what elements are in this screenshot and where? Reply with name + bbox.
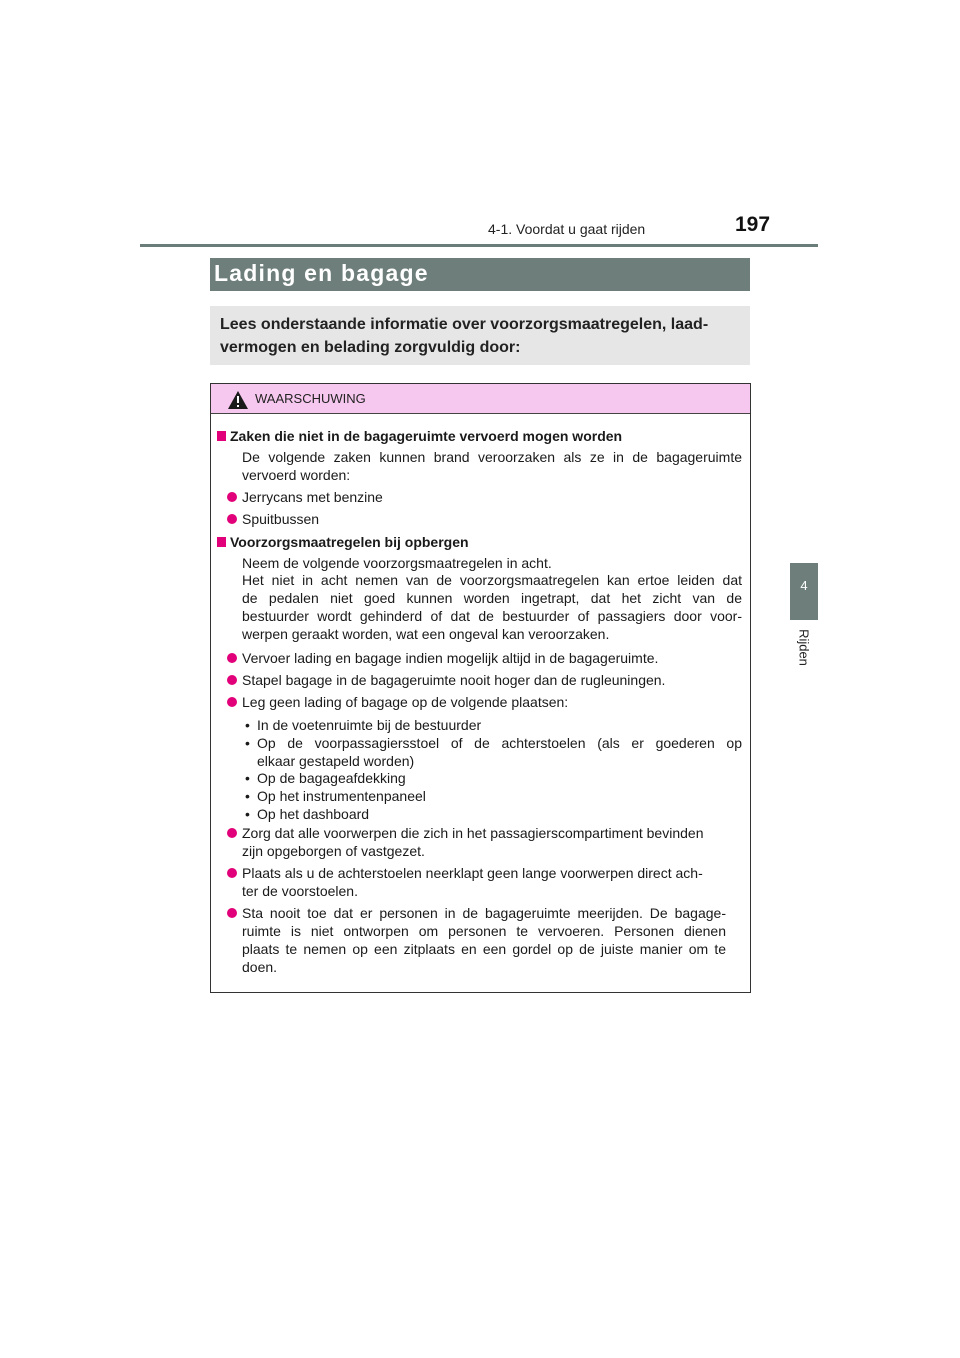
section-square-icon (217, 537, 226, 547)
chapter-tab: 4 (790, 563, 818, 620)
bullet-dot-icon (227, 675, 237, 685)
section1-text-line-2: vervoerd worden: (242, 467, 351, 483)
section2-bullet-4-line-1: Zorg dat alle voorwerpen die zich in het passagierscompartiment bevinden (242, 825, 704, 841)
section2-bullet-4-line-2: zijn opgeborgen of vastgezet. (242, 843, 425, 859)
section1-heading: Zaken die niet in de bagageruimte vervoerd mogen worden (230, 428, 623, 444)
warning-triangle-icon (228, 391, 248, 409)
intro-box (210, 306, 750, 365)
place-item-2-cont: elkaar gestapeld worden) (257, 753, 415, 769)
section2-bullet-6-line-3: plaats te nemen op een zitplaats en een gordel op de juiste manier om te (242, 941, 726, 957)
section2-bullet-1: Vervoer lading en bagage indien mogelijk altijd in de bagageruimte. (242, 650, 659, 666)
warning-box (210, 383, 751, 993)
section2-text-line-2: Het niet in acht nemen van de voorzorgsmaatregelen kan ertoe leiden dat (242, 572, 742, 588)
section-square-icon (217, 431, 226, 441)
section2-bullet-2: Stapel bagage in de bagageruimte nooit hoger dan de rugleuningen. (242, 672, 666, 688)
place-marker: • (245, 806, 250, 822)
section2-text-line-3: de pedalen niet goed kunnen worden ingetrapt, dat het zicht van de (242, 590, 742, 606)
bullet-dot-icon (227, 908, 237, 918)
bullet-dot-icon (227, 828, 237, 838)
place-item-4: Op het instrumentenpaneel (257, 788, 426, 804)
bullet-dot-icon (227, 653, 237, 663)
place-item-5: Op het dashboard (257, 806, 370, 822)
chapter-label (780, 630, 828, 670)
section2-bullet-6-line-2: ruimte is niet ontworpen om personen te vervoeren. Personen dienen (242, 923, 726, 939)
section2-bullet-6-line-4: doen. (242, 959, 278, 975)
warning-label: WAARSCHUWING (255, 391, 366, 406)
bullet-dot-icon (227, 697, 237, 707)
section1-bullet-2: Spuitbussen (242, 511, 320, 527)
section-title-bar (210, 258, 750, 291)
place-item-2: Op de voorpassagiersstoel of de achterstoelen (als er goederen op (257, 735, 742, 751)
bullet-dot-icon (227, 492, 237, 502)
place-item-1: In de voetenruimte bij de bestuurder (257, 717, 482, 733)
chapter-label-text: Rijden (796, 629, 812, 666)
intro-line-2: vermogen en belading zorgvuldig door: (220, 339, 521, 356)
section2-bullet-5-line-1: Plaats als u de achterstoelen neerklapt geen lange voorwerpen direct ach- (242, 865, 703, 881)
place-marker: • (245, 770, 250, 786)
bullet-dot-icon (227, 868, 237, 878)
section2-text-line-5: werpen geraakt worden, wat een ongeval kan veroorzaken. (242, 626, 610, 642)
intro-line-1: Lees onderstaande informatie over voorzorgsmaatregelen, laad- (220, 316, 709, 333)
page-title: Lading en bagage (214, 260, 429, 286)
place-marker: • (245, 788, 250, 804)
section1-text-line-1: De volgende zaken kunnen brand veroorzaken als ze in de bagageruimte (242, 449, 742, 465)
place-item-3: Op de bagageafdekking (257, 770, 406, 786)
place-marker: • (245, 735, 250, 751)
section2-heading: Voorzorgsmaatregelen bij opbergen (230, 534, 469, 550)
section2-bullet-6-line-1: Sta nooit toe dat er personen in de bagageruimte meerijden. De bagage- (242, 905, 726, 921)
section2-bullet-3: Leg geen lading of bagage op de volgende plaatsen: (242, 694, 569, 710)
section2-bullet-5-line-2: ter de voorstoelen. (242, 883, 358, 899)
place-marker: • (245, 717, 250, 733)
warning-header (211, 384, 750, 414)
page-number: 197 (735, 213, 771, 236)
section2-text-line-1: Neem de volgende voorzorgsmaatregelen in acht. (242, 555, 552, 571)
bullet-dot-icon (227, 514, 237, 524)
section1-bullet-1: Jerrycans met benzine (242, 489, 383, 505)
header-divider (140, 244, 818, 247)
header-section-title: 4-1. Voordat u gaat rijden (488, 221, 646, 237)
section2-text-line-4: bestuurder wordt gehinderd of dat de bestuurder of passagiers door voor- (242, 608, 742, 624)
